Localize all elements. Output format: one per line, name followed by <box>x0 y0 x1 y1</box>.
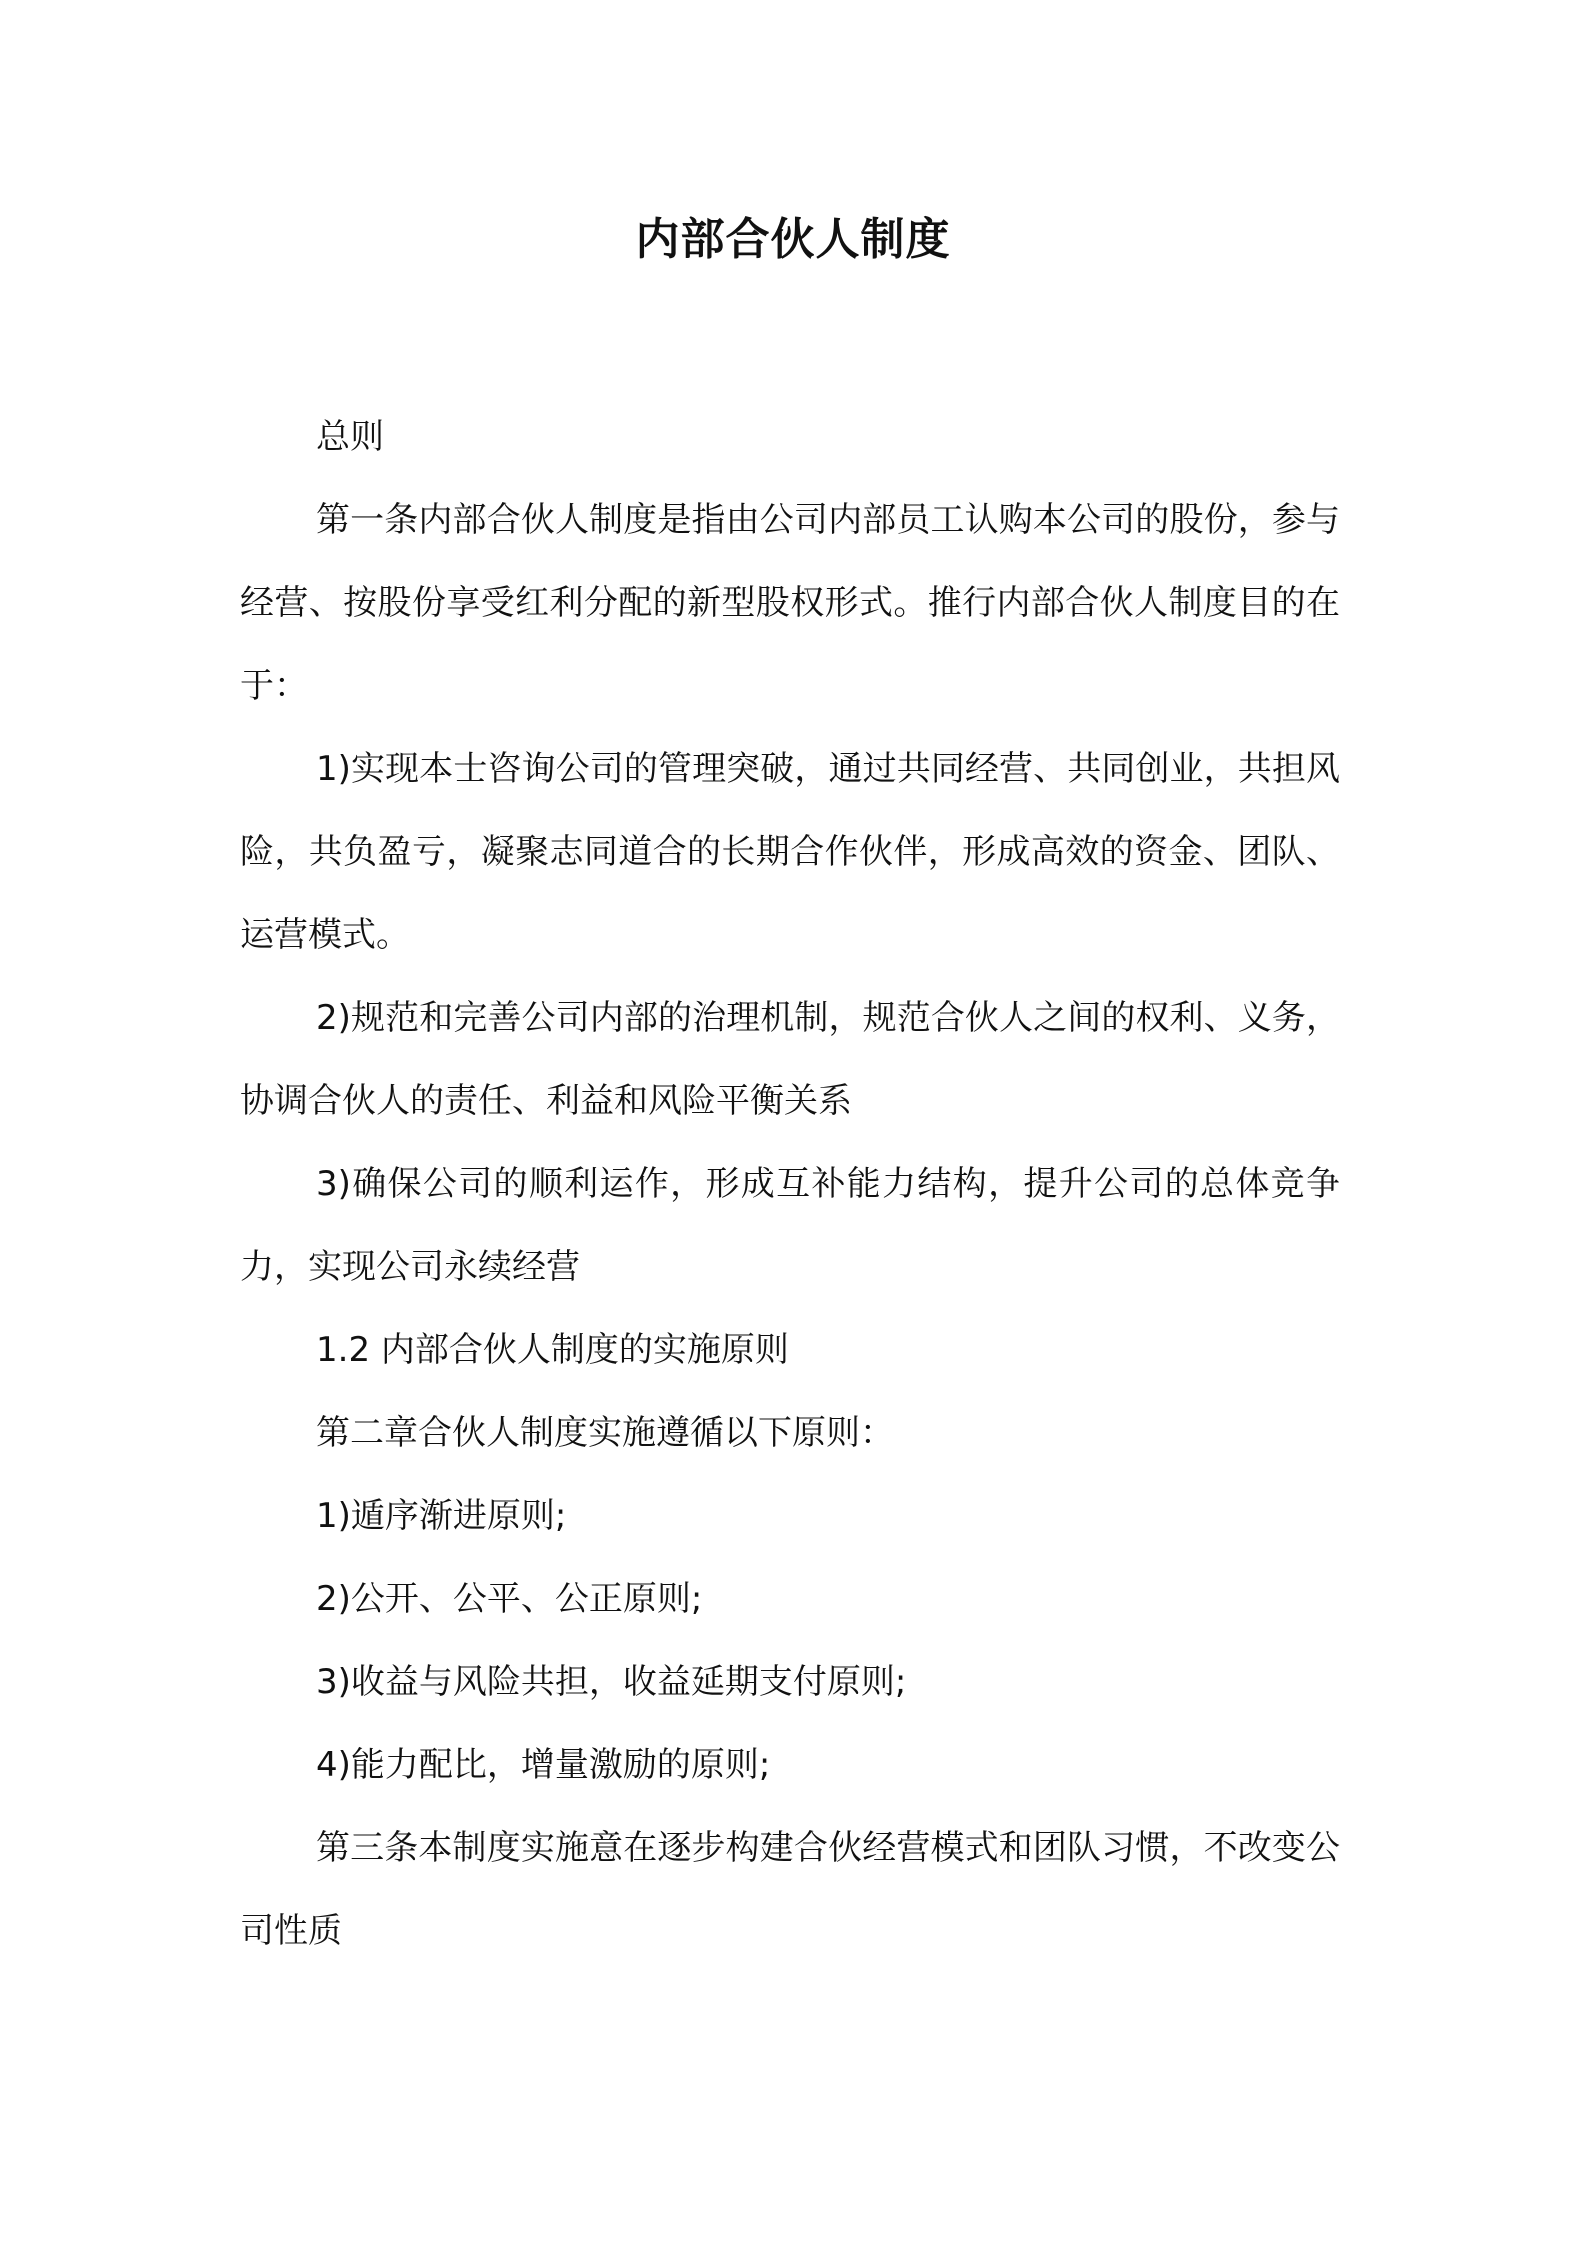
section-heading-general: 总则 <box>316 417 384 457</box>
purpose-item-3: 3)确保公司的顺利运作，形成互补能力结构，提升公司的总体竞争力，实现公司永续经营 <box>240 1164 1340 1287</box>
purpose-item-2: 2)规范和完善公司内部的治理机制，规范合伙人之间的权利、义务，协调合伙人的责任、利益和风险平衡关系 <box>240 998 1340 1121</box>
principle-item-1: 1)遁序渐进原则; <box>316 1496 567 1536</box>
document-body <box>240 396 1340 1973</box>
subsection-heading-principles: 1.2 内部合伙人制度的实施原则 <box>316 1330 789 1370</box>
principle-item-2: 2)公开、公平、公正原则; <box>316 1579 703 1619</box>
purpose-item-1: 1)实现本士咨询公司的管理突破，通过共同经营、共同创业，共担风险，共负盈亏，凝聚志同道合的长期合作伙伴，形成高效的资金、团队、运营模式。 <box>240 749 1340 955</box>
chapter-two-intro: 第二章合伙人制度实施遵循以下原则： <box>316 1413 894 1453</box>
document-title: 内部合伙人制度 <box>635 214 951 265</box>
article-three-paragraph: 第三条本制度实施意在逐步构建合伙经营模式和团队习惯，不改变公司性质 <box>240 1828 1340 1951</box>
principle-item-4: 4)能力配比，增量激励的原则; <box>316 1745 771 1785</box>
principle-item-3: 3)收益与风险共担，收益延期支付原则; <box>316 1662 907 1702</box>
article-one-paragraph: 第一条内部合伙人制度是指由公司内部员工认购本公司的股份，参与经营、按股份享受红利分配的新型股权形式。推行内部合伙人制度目的在于： <box>240 500 1340 706</box>
